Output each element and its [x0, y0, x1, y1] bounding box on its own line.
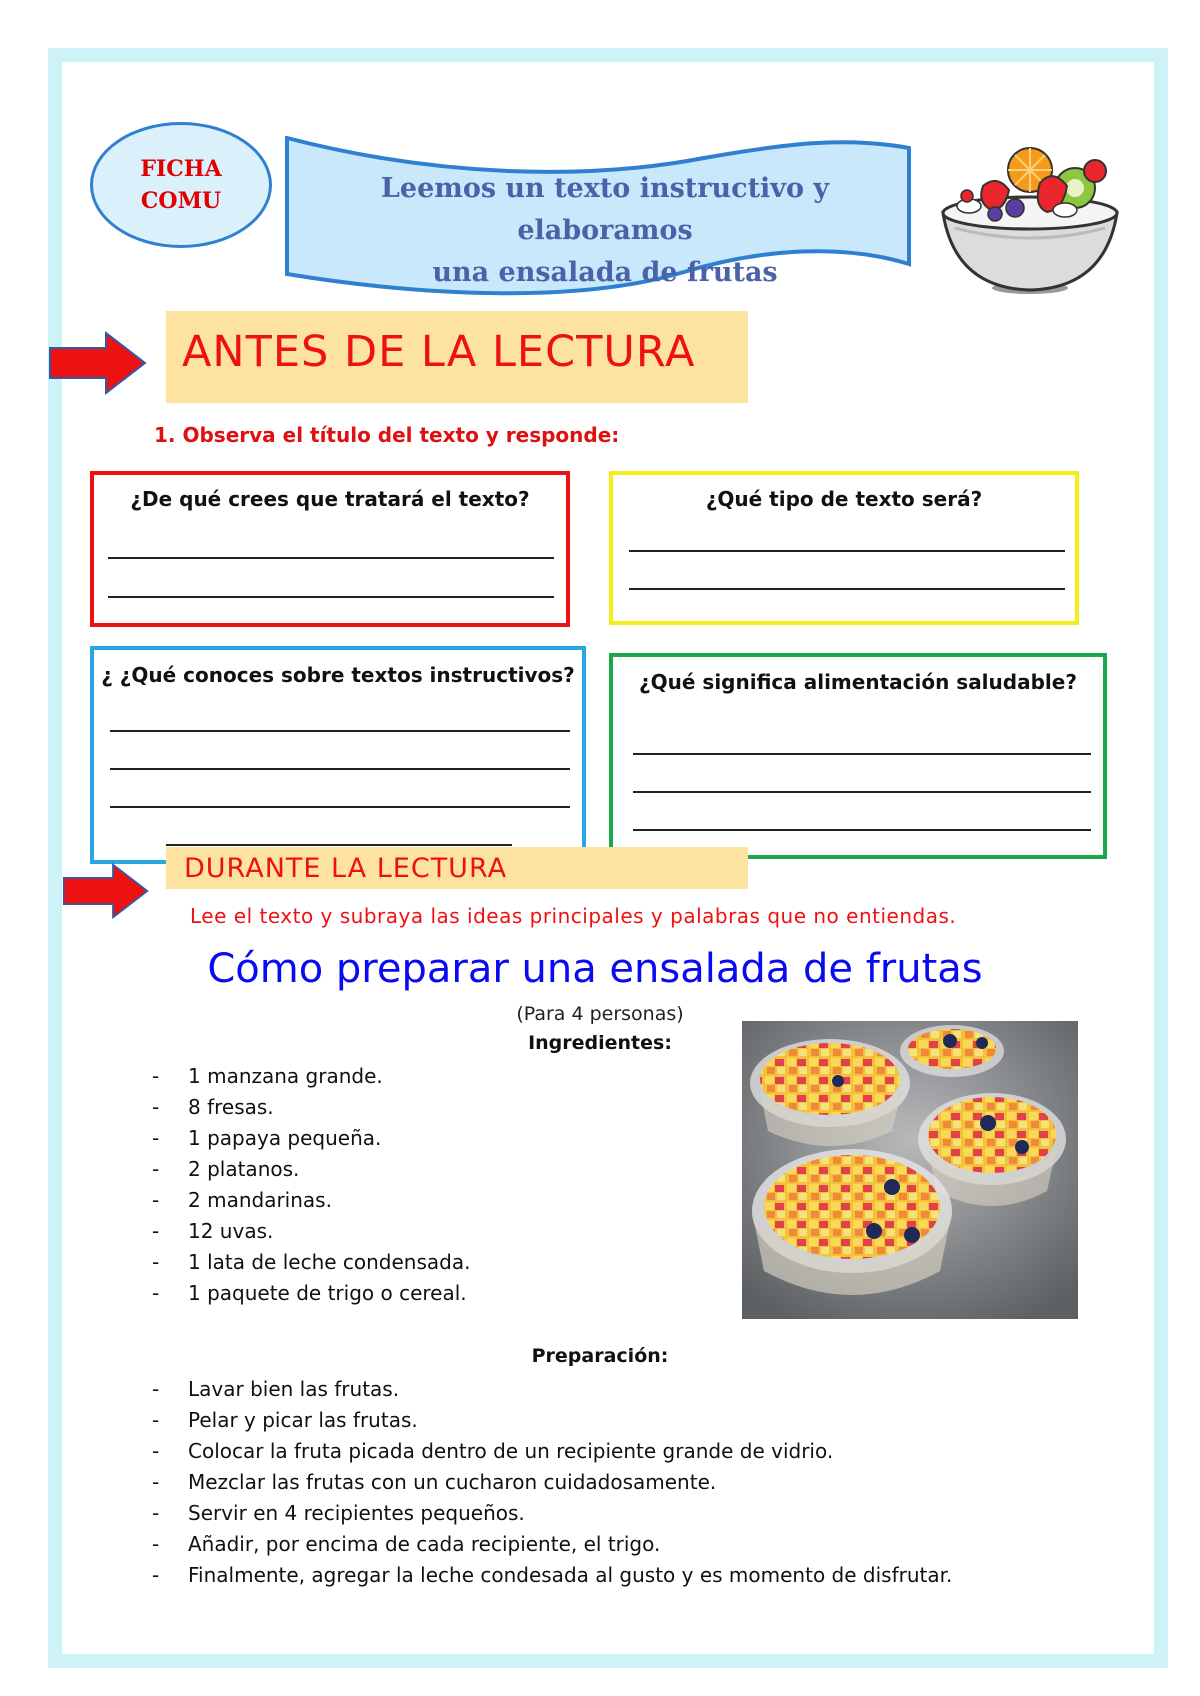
preparation-step: - Añadir, por encima de cada recipiente, el trigo.	[152, 1529, 952, 1560]
ingredients-list	[152, 1061, 470, 1309]
question-box-2	[609, 471, 1079, 625]
preparation-step: - Pelar y picar las frutas.	[152, 1405, 952, 1436]
question-box-4	[609, 653, 1107, 859]
ingredients-heading: Ingredientes:	[528, 1032, 672, 1054]
question-4: ¿Qué significa alimentación saludable?	[639, 670, 1077, 694]
reading-instruction: Lee el texto y subraya las ideas principales y palabras que no entiendas.	[190, 904, 957, 928]
observe-instruction: 1. Observa el título del texto y responde:	[154, 423, 620, 447]
preparation-step: - Colocar la fruta picada dentro de un recipiente grande de vidrio.	[152, 1436, 952, 1467]
answer-line	[166, 844, 512, 846]
answer-line	[633, 829, 1091, 831]
ingredient-item: - 2 mandarinas.	[152, 1185, 470, 1216]
red-right-arrow-icon	[56, 862, 156, 920]
ingredient-item: - 1 lata de leche condensada.	[152, 1247, 470, 1278]
title-banner	[300, 168, 910, 294]
recipe-title: Cómo preparar una ensalada de frutas	[207, 946, 983, 992]
ingredient-item: - 1 papaya pequeña.	[152, 1123, 470, 1154]
answer-line	[108, 596, 554, 598]
preparation-step: - Servir en 4 recipientes pequeños.	[152, 1498, 952, 1529]
answer-line	[633, 791, 1091, 793]
preparation-step: - Finalmente, agregar la leche condesada al gusto y es momento de disfrutar.	[152, 1560, 952, 1591]
ingredient-item: - 8 fresas.	[152, 1092, 470, 1123]
durante-heading: DURANTE LA LECTURA	[184, 853, 508, 884]
fruit-salad-bowl-icon	[935, 138, 1125, 298]
ficha-badge	[90, 122, 272, 248]
answer-line	[110, 806, 570, 808]
preparation-step: - Mezclar las frutas con un cucharon cuidadosamente.	[152, 1467, 952, 1498]
fruit-cups-photo	[742, 1021, 1078, 1319]
badge-line-1: FICHA	[140, 156, 222, 182]
answer-line	[110, 768, 570, 770]
preparation-steps	[152, 1374, 952, 1591]
antes-heading: ANTES DE LA LECTURA	[182, 327, 696, 377]
answer-line	[110, 730, 570, 732]
banner-line-1: Leemos un texto instructivo y elaboramos	[380, 173, 830, 246]
answer-line	[629, 550, 1065, 552]
question-2: ¿Qué tipo de texto será?	[705, 487, 983, 511]
question-1: ¿De qué crees que tratará el texto?	[130, 487, 530, 511]
badge-line-2: COMU	[140, 188, 222, 214]
preparation-step: - Lavar bien las frutas.	[152, 1374, 952, 1405]
preparation-heading: Preparación:	[531, 1345, 669, 1367]
banner-line-2: una ensalada de frutas	[432, 257, 778, 288]
ingredient-item: - 12 uvas.	[152, 1216, 470, 1247]
answer-line	[633, 753, 1091, 755]
question-box-3	[90, 646, 586, 864]
answer-line	[108, 557, 554, 559]
ingredient-item: - 1 paquete de trigo o cereal.	[152, 1278, 470, 1309]
question-box-1	[90, 471, 570, 627]
answer-line	[629, 588, 1065, 590]
red-right-arrow-icon	[48, 330, 148, 396]
question-3: ¿ ¿Qué conoces sobre textos instructivos?	[101, 663, 575, 687]
ingredient-item: - 2 platanos.	[152, 1154, 470, 1185]
servings-note: (Para 4 personas)	[516, 1003, 684, 1025]
ingredient-item: - 1 manzana grande.	[152, 1061, 470, 1092]
